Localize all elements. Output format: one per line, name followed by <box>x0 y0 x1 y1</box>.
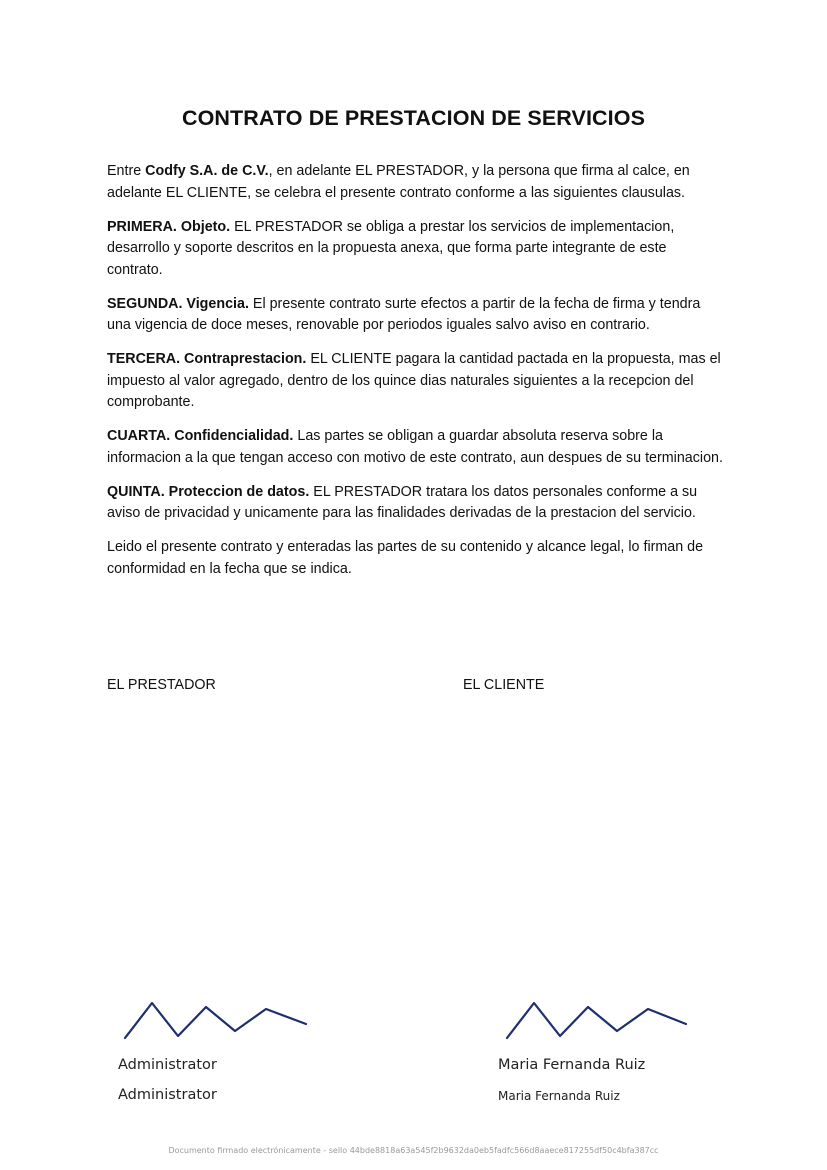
client-signer-name-repeat: Maria Fernanda Ruiz <box>498 1089 620 1103</box>
client-signature <box>502 995 692 1043</box>
clause-primera <box>107 217 723 282</box>
clause-cuarta <box>107 426 723 469</box>
provider-signature <box>120 995 310 1043</box>
intro-prefix: Entre <box>107 163 146 179</box>
client-label: EL CLIENTE <box>463 677 545 693</box>
clause-heading: TERCERA. Contraprestacion. <box>107 351 307 367</box>
clause-heading: QUINTA. Proteccion de datos. <box>107 483 310 500</box>
clause-text: EL PRESTADOR tratara los datos personales conforme a su aviso de privacidad y unicamente para las finalidades derivadas de la prestacion del servicio. <box>107 483 698 521</box>
provider-signer-name-repeat: Administrator <box>118 1087 217 1103</box>
clause-text: EL PRESTADOR se obliga a prestar los servicios de implementacion, desarrollo y soporte descritos en la propuesta anexa, que forma parte integrante de este contrato. <box>107 218 675 278</box>
closing-paragraph: Leido el presente contrato y enteradas las partes de su contenido y alcance legal, lo firman de conformidad en la fecha que se indica. <box>107 539 704 577</box>
clause-heading: PRIMERA. Objeto. <box>107 218 231 235</box>
clause-heading: SEGUNDA. Vigencia. <box>107 295 249 312</box>
clause-quinta <box>107 482 723 525</box>
intro-paragraph <box>107 161 723 204</box>
clause-text: Las partes se obligan a guardar absoluta reserva sobre la informacion a la que tengan acceso con motivo de este contrato, aun despues de su terminacion. <box>107 428 723 466</box>
provider-label: EL PRESTADOR <box>107 677 216 693</box>
clause-heading: CUARTA. Confidencialidad. <box>107 428 294 444</box>
clause-tercera <box>107 349 723 414</box>
electronic-seal-footer: Documento firmado electrónicamente - sello 44bde8818a63a545f2b9632da0eb5fadfc566d8aaece817255df50c4bfa387cc <box>168 1146 659 1155</box>
clause-text: El presente contrato surte efectos a partir de la fecha de firma y tendra una vigencia de doce meses, renovable por periodos iguales salvo aviso en contrario. <box>107 295 701 333</box>
provider-signer-name: Administrator <box>118 1057 217 1073</box>
contract-title: CONTRATO DE PRESTACION DE SERVICIOS <box>181 106 646 130</box>
company-name: Codfy S.A. de C.V. <box>145 163 269 179</box>
contract-body <box>107 161 723 593</box>
client-signer-name: Maria Fernanda Ruiz <box>498 1057 646 1073</box>
clause-segunda <box>107 294 723 337</box>
clause-text: EL CLIENTE pagara la cantidad pactada en la propuesta, mas el impuesto al valor agregado, dentro de los quince dias naturales siguientes a la recepcion del comprobante. <box>107 351 721 410</box>
intro-suffix: , en adelante EL PRESTADOR, y la persona que firma al calce, en adelante EL CLIENTE, se celebra el presente contrato conforme a las siguientes clausulas. <box>107 163 690 201</box>
